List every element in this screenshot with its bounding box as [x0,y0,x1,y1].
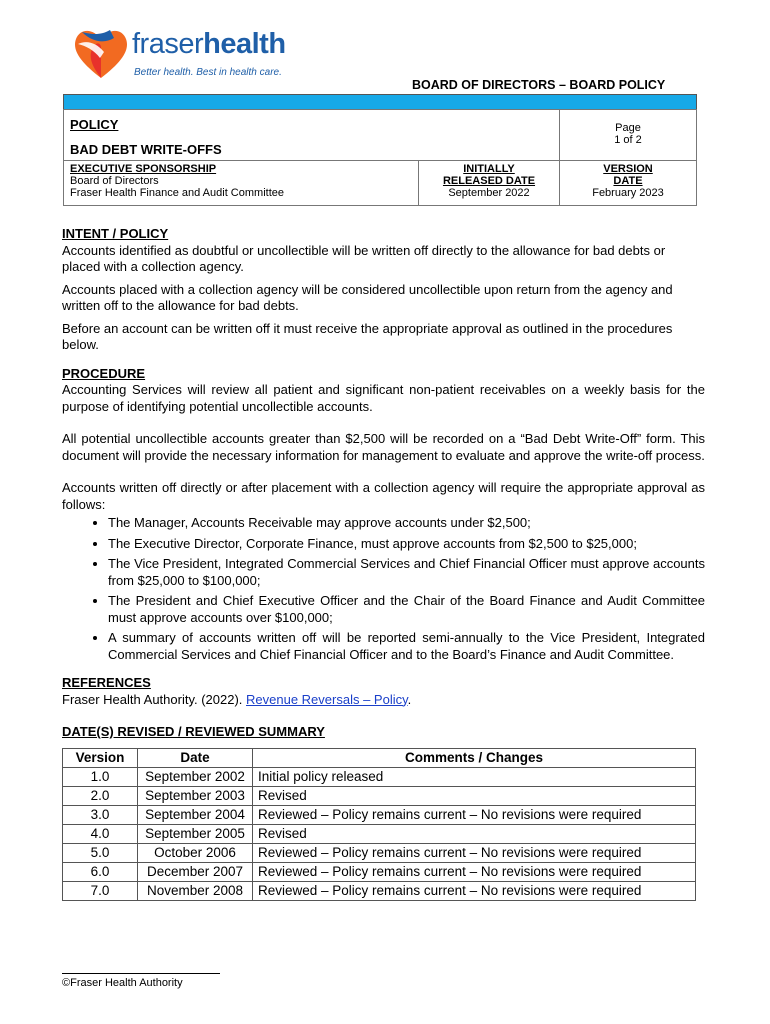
date-cell: September 2004 [138,805,253,824]
comment-cell: Reviewed – Policy remains current – No revisions were required [253,843,696,862]
approval-list-item: • A summary of accounts written off will be reported semi-annually to the Vice President, Integrated Commercial Services and Chief Financial Officer and to the Board’s Finance and Audit Committee. [108,630,705,663]
approval-list-item: • The President and Chief Executive Officer and the Chair of the Board Finance and Audit Committee must approve accounts over $100,000; [108,593,705,626]
released-label-1: INITIALLY [463,163,515,175]
approval-list-item: • The Executive Director, Corporate Finance, must approve accounts from $2,500 to $25,000; [108,536,705,553]
released-date-cell [419,161,560,206]
date-cell: September 2005 [138,824,253,843]
date-cell: September 2003 [138,786,253,805]
comment-cell: Reviewed – Policy remains current – No revisions were required [253,805,696,824]
comment-cell: Revised [253,786,696,805]
reference-suffix: . [407,691,412,707]
heart-logo-icon [70,24,132,82]
comment-cell: Revised [253,824,696,843]
header-blue-bar [63,94,697,110]
date-cell: November 2008 [138,881,253,900]
sponsor-line-1: Board of Directors [70,175,159,187]
version-cell: 2.0 [63,786,138,805]
table-row [63,786,696,805]
version-cell: 7.0 [63,881,138,900]
policy-label: POLICY [70,117,119,132]
version-cell: 1.0 [63,767,138,786]
policy-header-table [63,109,697,206]
version-cell: 4.0 [63,824,138,843]
comment-cell: Initial policy released [253,767,696,786]
version-date-cell [560,161,697,206]
footer-divider [62,973,220,974]
table-row [63,767,696,786]
comment-cell: Reviewed – Policy remains current – No revisions were required [253,862,696,881]
revenue-reversals-policy-link[interactable]: Revenue Reversals – Policy [246,691,408,707]
date-cell: October 2006 [138,843,253,862]
procedure-heading: PROCEDURE [62,365,146,381]
table-row [63,805,696,824]
released-date-value: September 2022 [448,187,530,199]
intent-paragraph-3: Before an account can be written off it must receive the appropriate approval as outlined in the procedures below. [62,320,673,352]
column-header-comments: Comments / Changes [253,748,696,767]
revision-table [62,748,696,901]
footer-copyright: ©Fraser Health Authority [62,977,183,989]
approval-list [62,515,705,663]
sponsorship-cell [64,161,419,206]
column-header-date: Date [138,748,253,767]
page-value: 1 of 2 [614,134,642,146]
sponsorship-label: EXECUTIVE SPONSORSHIP [70,163,217,175]
table-row [63,843,696,862]
logo-word-health: health [203,28,286,60]
reference-prefix: Fraser Health Authority. (2022). [62,691,247,707]
fraser-health-logo [70,24,286,84]
version-label-1: VERSION [603,163,653,175]
procedure-paragraph-3: Accounts written off directly or after placement with a collection agency will require the appropriate approval as follows: [62,480,705,512]
procedure-paragraph-2: All potential uncollectible accounts greater than $2,500 will be recorded on a “Bad Debt Write-Off” form. This document will provide the necessary information for management to evaluate and approve the write-off process. [62,431,705,463]
table-row [63,824,696,843]
logo-tagline: Better health. Best in health care. [134,67,282,78]
logo-word-fraser: fraser [132,28,204,60]
date-cell: September 2002 [138,767,253,786]
policy-body [62,226,705,901]
version-cell: 5.0 [63,843,138,862]
approval-list-item: • The Vice President, Integrated Commercial Services and Chief Financial Officer must approve accounts from $25,000 to $100,000; [108,556,705,589]
table-row [63,862,696,881]
references-heading: REFERENCES [62,675,151,690]
sponsor-line-2: Fraser Health Finance and Audit Committee [70,187,284,199]
page-cell [560,110,697,161]
board-policy-title: BOARD OF DIRECTORS – BOARD POLICY [412,78,666,92]
page-label: Page [615,122,641,134]
intent-paragraph-1: Accounts identified as doubtful or uncollectible will be written off directly to the allowance for bad debts or placed with a collection agency. [62,242,666,274]
procedure-paragraph-1: Accounting Services will review all patient and significant non-patient receivables on a weekly basis for the purpose of identifying potential uncollectible accounts. [62,382,705,414]
date-cell: December 2007 [138,862,253,881]
policy-title-cell [64,110,560,161]
reference-entry [62,692,705,709]
column-header-version: Version [63,748,138,767]
intent-paragraph-2: Accounts placed with a collection agency will be considered uncollectible upon return from the agency and written off to the allowance for bad debts. [62,281,673,313]
version-cell: 3.0 [63,805,138,824]
version-date-value: February 2023 [592,187,664,199]
logo-wordmark [132,28,286,61]
approval-list-item: • The Manager, Accounts Receivable may approve accounts under $2,500; [108,515,705,532]
revisions-heading: DATE(S) REVISED / REVIEWED SUMMARY [62,724,325,739]
intent-heading: INTENT / POLICY [62,226,169,241]
revision-table-header [63,748,696,767]
comment-cell: Reviewed – Policy remains current – No revisions were required [253,881,696,900]
version-label-2: DATE [613,175,643,187]
released-label-2: RELEASED DATE [442,175,536,187]
policy-name: BAD DEBT WRITE-OFFS [70,142,222,157]
version-cell: 6.0 [63,862,138,881]
table-row [63,881,696,900]
